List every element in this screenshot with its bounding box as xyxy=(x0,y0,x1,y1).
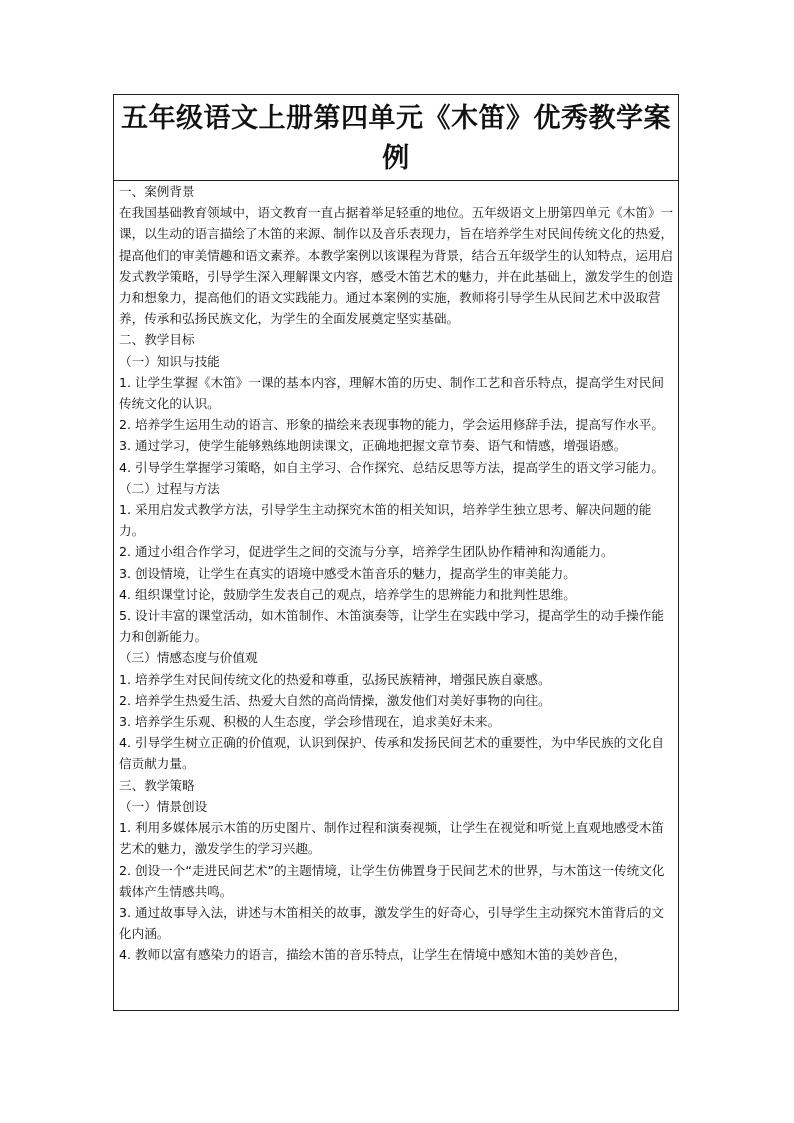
subsection-heading: （一）情景创设 xyxy=(119,798,208,814)
list-item: 2. 通过小组合作学习，促进学生之间的交流与分享，培养学生团队协作精神和沟通能力。 xyxy=(119,544,614,560)
list-item: 2. 培养学生运用生动的语言、形象的描绘来表现事物的能力，学会运用修辞手法，提高写作水平。 xyxy=(119,417,664,433)
document-table xyxy=(113,94,679,1011)
list-item: 5. 设计丰富的课堂活动，如木笛制作、木笛演奏等，让学生在实践中学习，提高学生的动手操作能力和创新能力。 xyxy=(119,608,664,645)
list-item: 4. 引导学生树立正确的价值观，认识到保护、传承和发扬民间艺术的重要性，为中华民族的文化自信贡献力量。 xyxy=(119,735,664,772)
document-body xyxy=(114,181,678,966)
document-title: 五年级语文上册第四单元《木笛》优秀教学案例 xyxy=(114,95,678,181)
subsection-heading: （三）情感态度与价值观 xyxy=(119,650,258,666)
list-item: 1. 采用启发式教学方法，引导学生主动探究木笛的相关知识，培养学生独立思考、解决问题的能力。 xyxy=(119,502,652,539)
list-item: 4. 引导学生掌握学习策略，如自主学习、合作探究、总结反思等方法，提高学生的语文学习能力。 xyxy=(119,459,664,475)
list-item: 1. 让学生掌握《木笛》一课的基本内容，理解木笛的历史、制作工艺和音乐特点，提高学生对民间传统文化的认识。 xyxy=(119,374,664,412)
list-item: 4. 教师以富有感染力的语言，描绘木笛的音乐特点，让学生在情境中感知木笛的美妙音色， xyxy=(119,947,627,963)
section-heading: 二、教学目标 xyxy=(119,332,195,348)
list-item: 2. 培养学生热爱生活、热爱大自然的高尚情操，激发他们对美好事物的向往。 xyxy=(119,692,551,708)
list-item: 4. 组织课堂讨论，鼓励学生发表自己的观点，培养学生的思辨能力和批判性思维。 xyxy=(119,586,576,602)
section-heading: 三、教学策略 xyxy=(119,777,195,793)
paragraph: 在我国基础教育领域中，语文教育一直占据着举足轻重的地位。五年级语文上册第四单元《木笛》一课，以生动的语言描绘了木笛的来源、制作以及音乐表现力，旨在培养学生对民间传统文化的热爱，提高他们的审美情趣和语文素养。本教学案例以该课程为背景，结合五年级学生的认知特点，运用启发式教学策略，引导学生深入理解课文内容，感受木笛艺术的魅力，并在此基础上，激发学生的创造力和想象力，提高他们的语文实践能力。通过本案例的实施，教师将引导学生从民间艺术中汲取营养，传承和弘扬民族文化，为学生的全面发展奠定坚实基础。 xyxy=(119,205,674,327)
list-item: 3. 培养学生乐观、积极的人生态度，学会珍惜现在，追求美好未来。 xyxy=(119,714,501,730)
list-item: 3. 通过故事导入法，讲述与木笛相关的故事，激发学生的好奇心，引导学生主动探究木笛背后的文化内涵。 xyxy=(119,904,664,942)
subsection-heading: （一）知识与技能 xyxy=(119,353,220,369)
list-item: 2. 创设一个“走进民间艺术”的主题情境，让学生仿佛置身于民间艺术的世界，与木笛这一传统文化载体产生情感共鸣。 xyxy=(119,862,665,899)
subsection-heading: （二）过程与方法 xyxy=(119,480,220,496)
list-item: 3. 创设情境，让学生在真实的语境中感受木笛音乐的魅力，提高学生的审美能力。 xyxy=(119,565,576,581)
list-item: 1. 培养学生对民间传统文化的热爱和尊重，弘扬民族精神，增强民族自豪感。 xyxy=(119,671,551,687)
list-item: 1. 利用多媒体展示木笛的历史图片、制作过程和演奏视频，让学生在视觉和听觉上直观地感受木笛艺术的魅力，激发学生的学习兴趣。 xyxy=(119,820,664,857)
list-item: 3. 通过学习，使学生能够熟练地朗读课文，正确地把握文章节奏、语气和情感，增强语感。 xyxy=(119,438,627,454)
section-heading: 一、案例背景 xyxy=(119,184,195,199)
